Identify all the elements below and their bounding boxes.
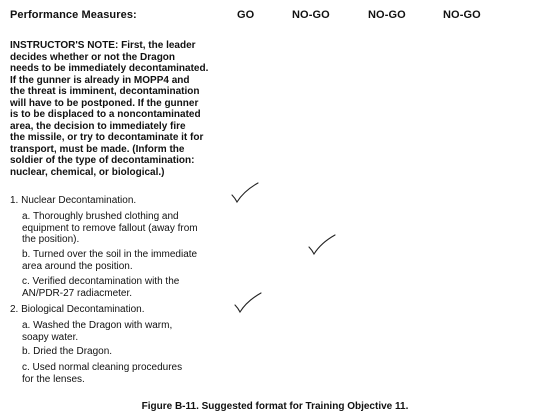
step-wash-dragon: a. Washed the Dragon with warm, soapy water. [22,320,173,343]
check-mark-icon [307,234,337,256]
step-brush-clothing: a. Thoroughly brushed clothing and equipment to remove fallout (away from the position). [22,211,198,245]
check-mark-icon [230,182,260,204]
step-dry-dragon: b. Dried the Dragon. [22,346,113,357]
section-biological-decontamination: 2. Biological Decontamination. [10,304,145,315]
nogo-column-header-2: NO-GO [368,9,406,21]
check-mark-icon [233,292,263,314]
nogo-column-header-3: NO-GO [443,9,481,21]
instructors-note: INSTRUCTOR'S NOTE: First, the leader decides whether or not the Dragon needs to be immediately decontaminated. If the gunner is already in MOPP4 and the threat is imminent, decontamination will have to be postponed. If the gunner is to be displaced to a noncontaminated area, the decision to immediately fire the missile, or try to decontaminate it for transport, must be made. (Inform the soldier of the type of decontamination: nuclear, chemical, or biological.) [10,40,209,178]
figure-caption: Figure B-11. Suggested format for Training Objective 11. [141,401,409,412]
step-clean-lenses: c. Used normal cleaning procedures for the lenses. [22,362,183,385]
nogo-column-header-1: NO-GO [292,9,330,21]
go-column-header: GO [237,9,255,21]
step-turn-over-soil: b. Turned over the soil in the immediate area around the position. [22,249,198,272]
step-verify-radiacmeter: c. Verified decontamination with the AN/PDR-27 radiacmeter. [22,276,180,299]
performance-measures-header: Performance Measures: [10,9,137,21]
section-nuclear-decontamination: 1. Nuclear Decontamination. [10,195,137,206]
